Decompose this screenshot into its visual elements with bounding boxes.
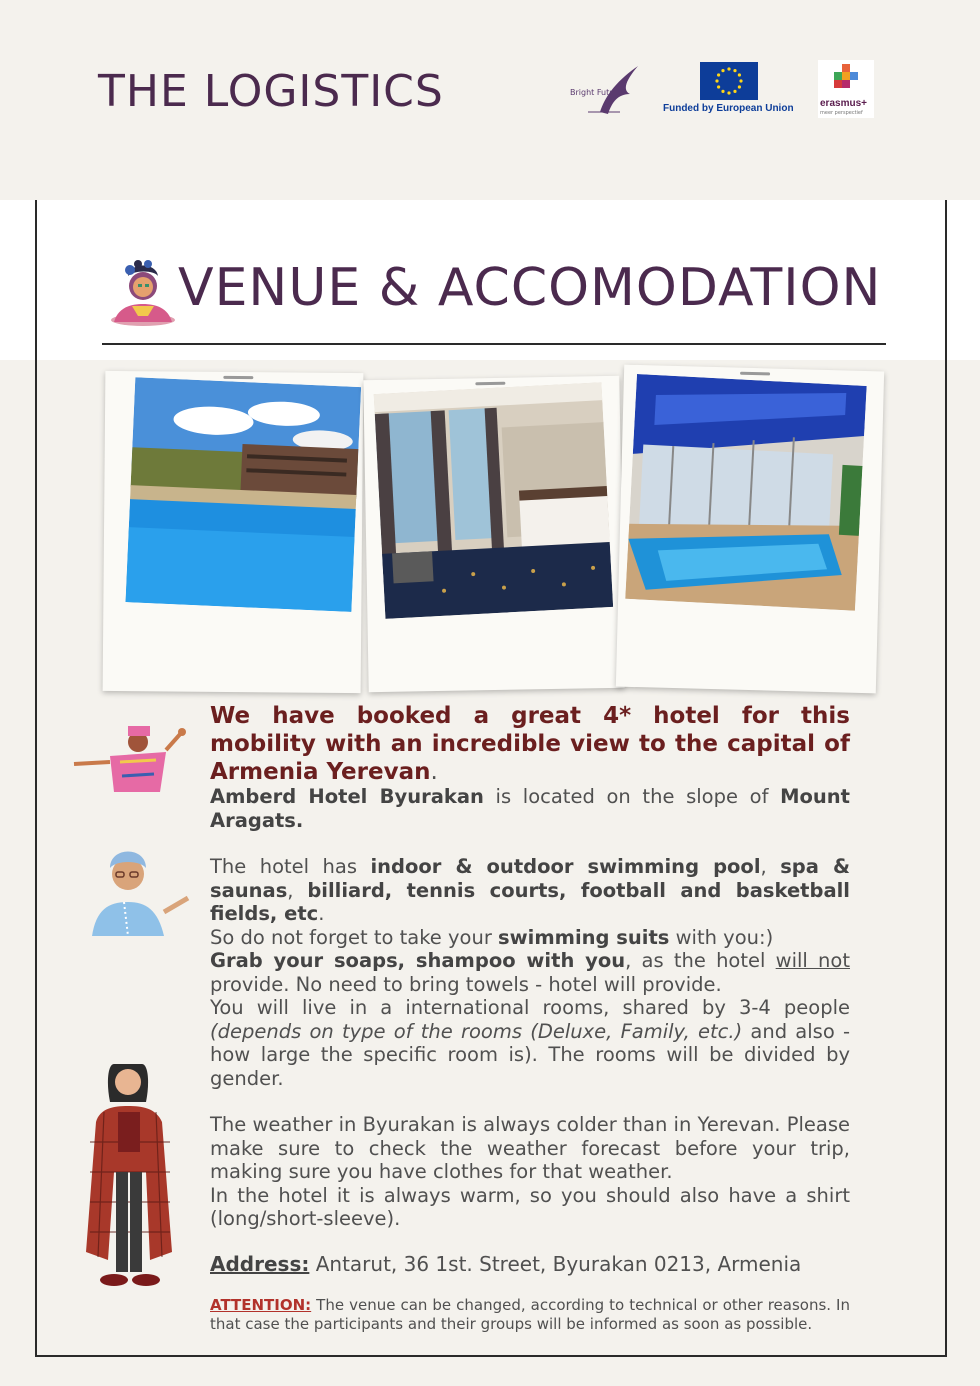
hotel-location-paragraph (210, 785, 850, 832)
amenity-spa: spa & saunas (210, 855, 850, 902)
toiletries-text: , as the hotel (625, 949, 776, 972)
weather-text: The weather in Byurakan is always colder than in Yerevan. Please make sure to check the weather forecast before your trip, making sure you have clothes for that weather. (210, 1113, 850, 1183)
weather-paragraph (210, 1113, 850, 1231)
partner-logos (560, 58, 890, 122)
page-title: THE LOGISTICS (98, 66, 444, 117)
woman-coat-illustration (80, 1052, 180, 1292)
title-divider (102, 343, 886, 345)
lead-period: . (430, 759, 438, 785)
hotel-name: Amberd Hotel Byurakan (210, 785, 484, 808)
amenities-sep-1: , (760, 855, 781, 878)
towels-text: provide. No need to bring towels - hotel will provide. (210, 972, 722, 996)
photo-hotel-room (363, 376, 624, 692)
warm-hotel-text: In the hotel it is always warm, so you should also have a shirt (long/short-sleeve). (210, 1183, 850, 1230)
amenity-pools: indoor & outdoor swimming pool (370, 855, 761, 878)
address-line (210, 1252, 801, 1276)
hotel-amenities-paragraph (210, 855, 850, 1090)
amenity-sports: billiard, tennis courts, football and basketball fields, etc (210, 878, 850, 925)
rooms-intro: You will live in a international rooms, shared by 3-4 people (210, 996, 850, 1019)
attention-note (210, 1296, 850, 1333)
will-not-underlined: will not (775, 949, 850, 972)
amenities-sep-2: , (287, 878, 308, 902)
rooms-types-italic: (depends on type of the rooms (Deluxe, Family, etc.) (210, 1019, 743, 1043)
erasmus-label: erasmus+ (820, 98, 867, 109)
erasmus-logo (818, 60, 874, 118)
man-turban-illustration (88, 840, 198, 940)
swimsuit-bold: swimming suits (498, 925, 670, 949)
photo-outdoor-pool (103, 371, 364, 693)
attention-text: The venue can be changed, according to technical or other reasons. In that case the participants and their groups will be informed as soon as possible. (210, 1296, 850, 1333)
address-label: Address: (210, 1252, 310, 1276)
photo-indoor-pool (616, 365, 884, 694)
rooms-end: and also - how large the specific room is). The rooms will be divided by gender. (210, 1019, 850, 1090)
woman-avatar-icon (108, 256, 178, 326)
address-value: Antarut, 36 1st. Street, Byurakan 0213, Armenia (309, 1252, 802, 1276)
toiletries-bold: Grab your soaps, shampoo with you (210, 949, 626, 972)
bright-future-label: Bright Future (570, 88, 623, 97)
swimsuit-intro: So do not forget to take your (210, 925, 499, 949)
eu-label: Funded by European Union (663, 103, 794, 114)
attention-label: ATTENTION: (210, 1296, 312, 1314)
eu-logo (660, 58, 800, 118)
hotel-location-text: is located on the slope of (483, 785, 781, 808)
mount-name: Mount Aragats. (210, 785, 850, 832)
swimsuit-end: with you:) (669, 925, 774, 949)
dancing-woman-illustration (70, 722, 190, 798)
amenities-end: . (318, 902, 325, 925)
bright-future-logo (560, 62, 645, 118)
lead-text: We have booked a great 4* hotel for this mobility with an incredible view to the capital of Armenia Yerevan (210, 703, 850, 785)
amenities-intro: The hotel has (210, 855, 371, 878)
eu-flag-icon (700, 62, 758, 100)
erasmus-sub-label: meer perspectief (820, 110, 863, 116)
lead-paragraph (210, 702, 850, 786)
section-title: VENUE & ACCOMODATION (178, 258, 882, 318)
